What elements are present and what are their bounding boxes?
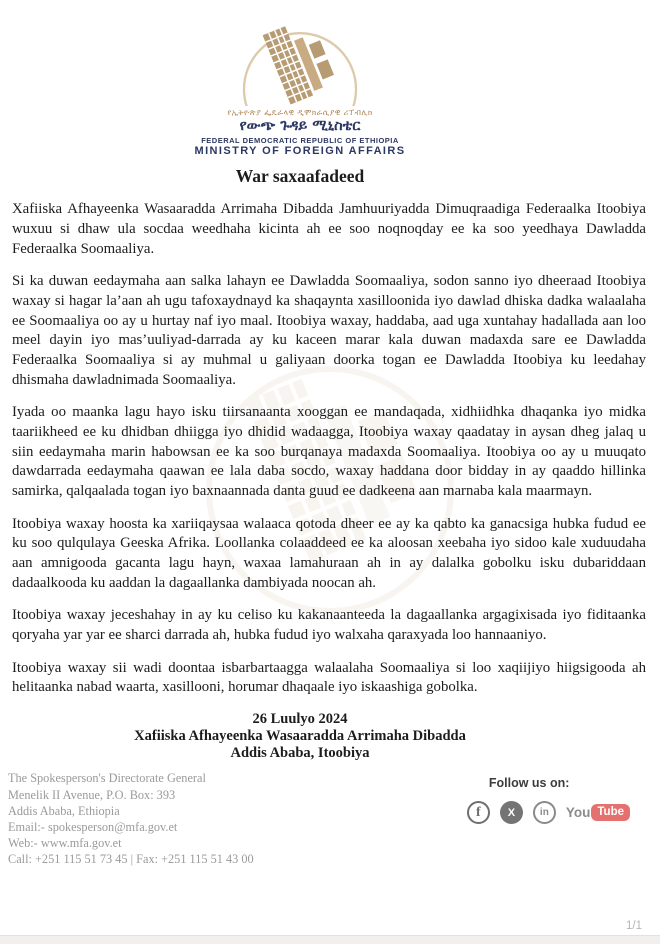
youtube-you-text: You <box>565 805 591 821</box>
paragraph: Iyada oo maanka lagu hayo isku tiirsanaanta xooggan ee mandaqada, xidhiidhka dhaqanka iyo midka taariikheed ee ku dhidban dhiigga iyo dhidid wadaagga, Itoobiya waxay qaadatay in aysan dheg jalaq u siin eedaymaha marin habowsan ee ka soo burqanaya madaxda Soomaaliya. Itoobiya oo ay u muuqato dawdarrada eedaymaha qaawan ee lala daba socdo, waxay haddana door bidday in ay qaaddo hillinka samirka, qalqaalada togan iyo baxnaannada danta guud ee dadkeena aan marnaba kala maarmayn. <box>12 404 646 499</box>
contact-block <box>8 770 254 867</box>
document-body <box>0 187 660 698</box>
letterhead-footer <box>0 762 660 867</box>
contact-line: Menelik II Avenue, P.O. Box: 393 <box>8 787 176 802</box>
follow-us-label: Follow us on: <box>488 776 570 791</box>
paragraph: Itoobiya waxay sii wadi doontaa isbarbartaagga walaalaha Soomaaliya si loo xaqiijiyo hiigsigooda ah helitaanka nabad waarta, xasillooni, horumar dhaqaale iyo iskaashiga gobolka. <box>12 659 646 696</box>
document-title: War saxaafadeed <box>235 166 365 187</box>
x-twitter-icon: X <box>500 801 523 824</box>
facebook-icon: f <box>467 801 490 824</box>
ministry-logo-icon <box>233 22 367 106</box>
letterhead <box>0 0 600 157</box>
linkedin-icon: in <box>533 801 556 824</box>
viewer-bottom-bar <box>0 935 660 944</box>
paragraph: Si ka duwan eedaymaha aan salka lahayn ee Dawladda Soomaaliya, sodon sanno iyo dheeraad Itoobiya waxay si hagar la’aan ah ugu tafoxaydnayd ka shaqaynta xasilloonida iyo dawlad dhiska dadka walaalaha ee Soomaaliya oo ay u hurtay naf iyo maal. Itoobiya waxay, haddaba, aad uga xuntahay hadallada aan loo meel dayin iyo mas’uuliyad-darrada ay ku kaceen marar kala duwan madaxda sare ee Dawladda Federaalka Soomaaliya si ay muhmal u galiyaan doorka togan ee Dawladda Itoobiya ku leedahay dhismaha dawladnimada Soomaaliya. <box>12 273 646 388</box>
paragraph: Itoobiya waxay hoosta ka xariiqaysaa walaaca qotoda dheer ee ay ka qabto ka ganacsiga hubka fudud ee ku soo qulqulaya Geeska Afrika. Loollanka colaaddeed ee ka aloosan xeebaha iyo sidoo kale xuduudaha aan amnigooda gacanta lagu hayn, waxaa lamahuraan ah in ay dalalka gobolku isku dubariddaan dadaalkooda ku aaddan la dagaallanka dambiyada noocan ah. <box>12 515 646 591</box>
contact-phone: Call: +251 115 51 73 45 | Fax: +251 115 51 43 00 <box>8 852 254 867</box>
logo-english-line2: MINISTRY OF FOREIGN AFFAIRS <box>194 145 406 158</box>
contact-email: Email:- spokesperson@mfa.gov.et <box>8 820 178 835</box>
paragraph: Xafiiska Afhayeenka Wasaaradda Arrimaha Dibadda Jamhuuriyadda Dimuqraadiga Federaalka Itoobiya wuxuu si dhaw ula socdaa weedhaha kicinta ah ee soo noqnoqday ee ka soo yeedhaya Dawladda Federaalka Soomaaliya. <box>12 201 646 257</box>
logo-amharic-line1: የኢትዮጵያ ፌዴራላዊ ዲሞክራሲያዊ ሪፐብሊክ <box>227 108 373 117</box>
dateline-date: 26 Luulyo 2024 <box>252 711 348 728</box>
contact-line: Addis Ababa, Ethiopia <box>8 803 120 818</box>
page-number-indicator: 1/1 <box>626 920 642 932</box>
dateline-office: Xafiiska Afhayeenka Wasaaradda Arrimaha Dibadda <box>134 728 466 745</box>
dateline <box>0 711 600 762</box>
youtube-icon <box>566 804 630 821</box>
contact-line: The Spokesperson's Directorate General <box>8 771 206 786</box>
paragraph: Itoobiya waxay jeceshahay in ay ku celiso ku kakanaanteeda la dagaallanka argagixisada iyo fiditaanka qoryaha yar yar ee sharci darrada ah, hubka fudud iyo walxaha qaraxyada loo hannaaniyo. <box>12 607 646 644</box>
social-icons-row <box>467 801 630 824</box>
logo-english-line1: FEDERAL DEMOCRATIC REPUBLIC OF ETHIOPIA <box>201 136 399 146</box>
contact-web: Web:- www.mfa.gov.et <box>8 836 122 851</box>
dateline-place: Addis Ababa, Itoobiya <box>230 745 370 762</box>
logo-amharic-line2: የውጭ ጉዳይ ሚኒስቴር <box>239 117 361 134</box>
youtube-tube-badge: Tube <box>591 804 630 821</box>
follow-block <box>467 770 630 824</box>
